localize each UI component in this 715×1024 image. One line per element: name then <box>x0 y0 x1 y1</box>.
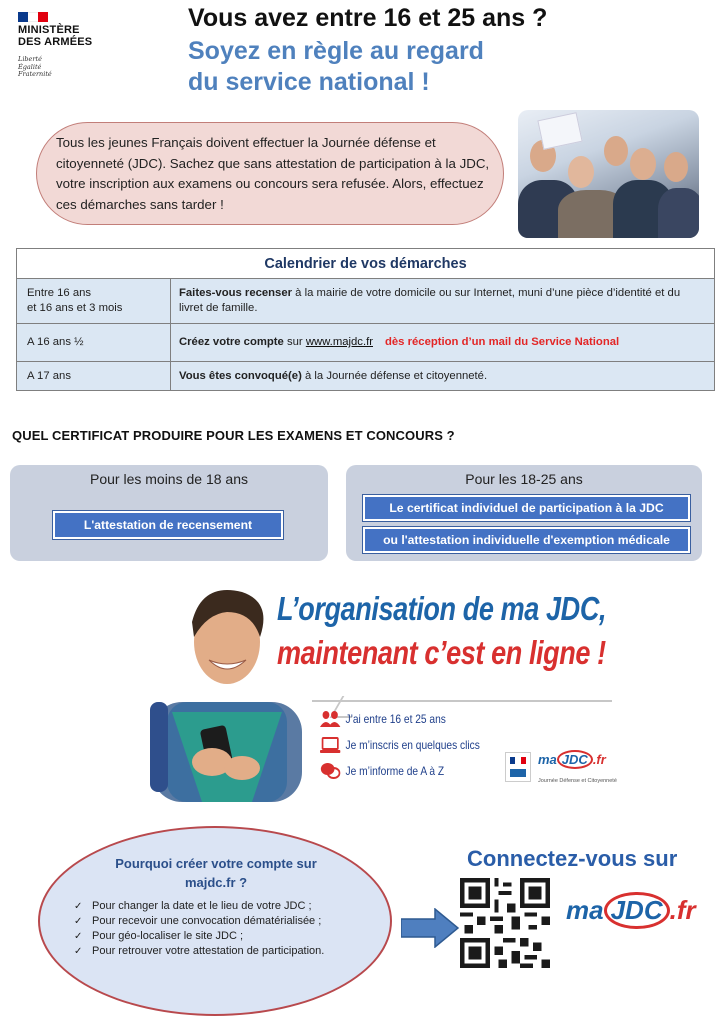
age-cell <box>17 324 171 361</box>
action-bold: Faites-vous recenser <box>179 287 293 299</box>
why-title-line: Pourquoi créer votre compte sur <box>115 856 317 871</box>
logo-ma: ma <box>538 752 557 767</box>
age-text: A 17 ans <box>27 369 71 382</box>
banner-title-line-1: L’organisation de ma JDC, <box>277 590 607 627</box>
list-item <box>74 899 334 914</box>
feature-inform <box>320 762 444 780</box>
action-text: à la Journée défense et citoyenneté. <box>301 369 488 382</box>
calendar-title: Calendrier de vos démarches <box>16 248 715 279</box>
alert-text: dès réception d’un mail du Service National <box>385 336 620 348</box>
age-text: Entre 16 ans <box>27 287 92 299</box>
banner-title-line-2: maintenant c’est en ligne ! <box>277 634 606 671</box>
table-row <box>16 362 715 391</box>
republic-flag-icon <box>18 12 48 22</box>
feature-age <box>320 710 446 728</box>
action-bold: Vous êtes convoqué(e) <box>179 369 302 382</box>
check-icon: ✓ <box>74 946 83 957</box>
list-item <box>74 944 334 959</box>
majdc-logo-small <box>538 750 606 769</box>
subtitle-line-1: Soyez en règle au regard <box>188 37 484 65</box>
age-cell <box>17 279 171 323</box>
chat-icon <box>320 762 340 780</box>
list-item-text: Pour géo-localiser le site JDC ; <box>92 930 244 942</box>
participation-certificate-button[interactable]: Le certificat individuel de participation à la JDC <box>363 495 690 521</box>
why-title-line: majdc.fr ? <box>184 875 248 890</box>
list-item-text: Pour recevoir une convocation dématérialisée ; <box>92 915 322 927</box>
laptop-icon <box>320 736 340 754</box>
republic-motto <box>18 56 52 79</box>
users-icon <box>320 710 340 728</box>
feature-register <box>320 736 480 754</box>
list-item-text: Pour changer la date et le lieu de votre JDC ; <box>92 900 312 912</box>
majdc-logo-large[interactable] <box>566 892 696 929</box>
why-title <box>96 854 336 892</box>
qr-code[interactable] <box>460 878 550 968</box>
logo-jdc: JDC <box>604 892 670 929</box>
logo-ma: ma <box>566 895 604 925</box>
action-cell <box>171 362 714 390</box>
feature-label: Je m’inscris en quelques clics <box>345 738 480 752</box>
motto-line: Liberté <box>18 55 42 63</box>
list-item <box>74 914 334 929</box>
logo-line-2: DES ARMÉES <box>18 36 93 48</box>
table-row <box>16 324 715 362</box>
logo-jdc: JDC <box>557 750 593 769</box>
certificate-heading: QUEL CERTIFICAT PRODUIRE POUR LES EXAMENS ET CONCOURS ? <box>12 428 455 443</box>
logo-fr: .fr <box>592 752 606 767</box>
action-cell <box>171 324 714 361</box>
ministry-mini-logo <box>505 752 531 782</box>
age-text: et 16 ans et 3 mois <box>27 302 123 314</box>
action-text: à la mairie de votre domicile ou sur Internet, muni d’une pièce d’identité et du livret de famille. <box>179 287 681 314</box>
exemption-certificate-button[interactable]: ou l'attestation individuelle d'exemption médicale <box>363 527 690 553</box>
table-row <box>16 279 715 324</box>
age18-25-title: Pour les 18-25 ans <box>465 471 583 487</box>
intro-text: Tous les jeunes Français doivent effectuer la Journée défense et citoyenneté (JDC). Sachez que sans attestation de participation à la JDC, votre inscription aux examens ou concours sera refusée. Alors, effectuez ces démarches sans tarder ! <box>56 135 490 212</box>
majdc-link[interactable]: www.majdc.fr <box>305 336 373 348</box>
age-text: A 16 ans ½ <box>27 336 84 348</box>
under18-title: Pour les moins de 18 ans <box>90 471 248 487</box>
jdc-tagline: Journée Défense et Citoyenneté <box>538 778 617 784</box>
connect-heading: Connectez-vous sur <box>467 846 678 871</box>
check-icon: ✓ <box>74 916 83 927</box>
page-subtitle <box>188 36 484 98</box>
list-item-text: Pour retrouver votre attestation de participation. <box>92 945 325 957</box>
feature-label: J’ai entre 16 et 25 ans <box>345 712 446 726</box>
recensement-button[interactable]: L'attestation de recensement <box>53 511 283 539</box>
check-icon: ✓ <box>74 901 83 912</box>
action-bold: Créez votre compte <box>179 336 284 348</box>
check-icon: ✓ <box>74 931 83 942</box>
action-cell <box>171 279 714 323</box>
action-text: sur <box>283 336 306 348</box>
why-list <box>74 899 334 959</box>
page-title: Vous avez entre 16 et 25 ans ? <box>188 4 548 32</box>
subtitle-line-2: du service national ! <box>188 68 430 96</box>
ministry-logo <box>18 24 92 48</box>
logo-fr: .fr <box>669 895 696 925</box>
feature-label: Je m’informe de A à Z <box>345 764 445 778</box>
motto-line: Fraternité <box>18 70 52 78</box>
age-cell <box>17 362 171 390</box>
motto-line: Égalité <box>18 62 42 71</box>
list-item <box>74 929 334 944</box>
students-photo <box>518 110 699 238</box>
right-arrow-icon <box>401 908 459 948</box>
logo-line-1: MINISTÈRE <box>18 24 80 36</box>
